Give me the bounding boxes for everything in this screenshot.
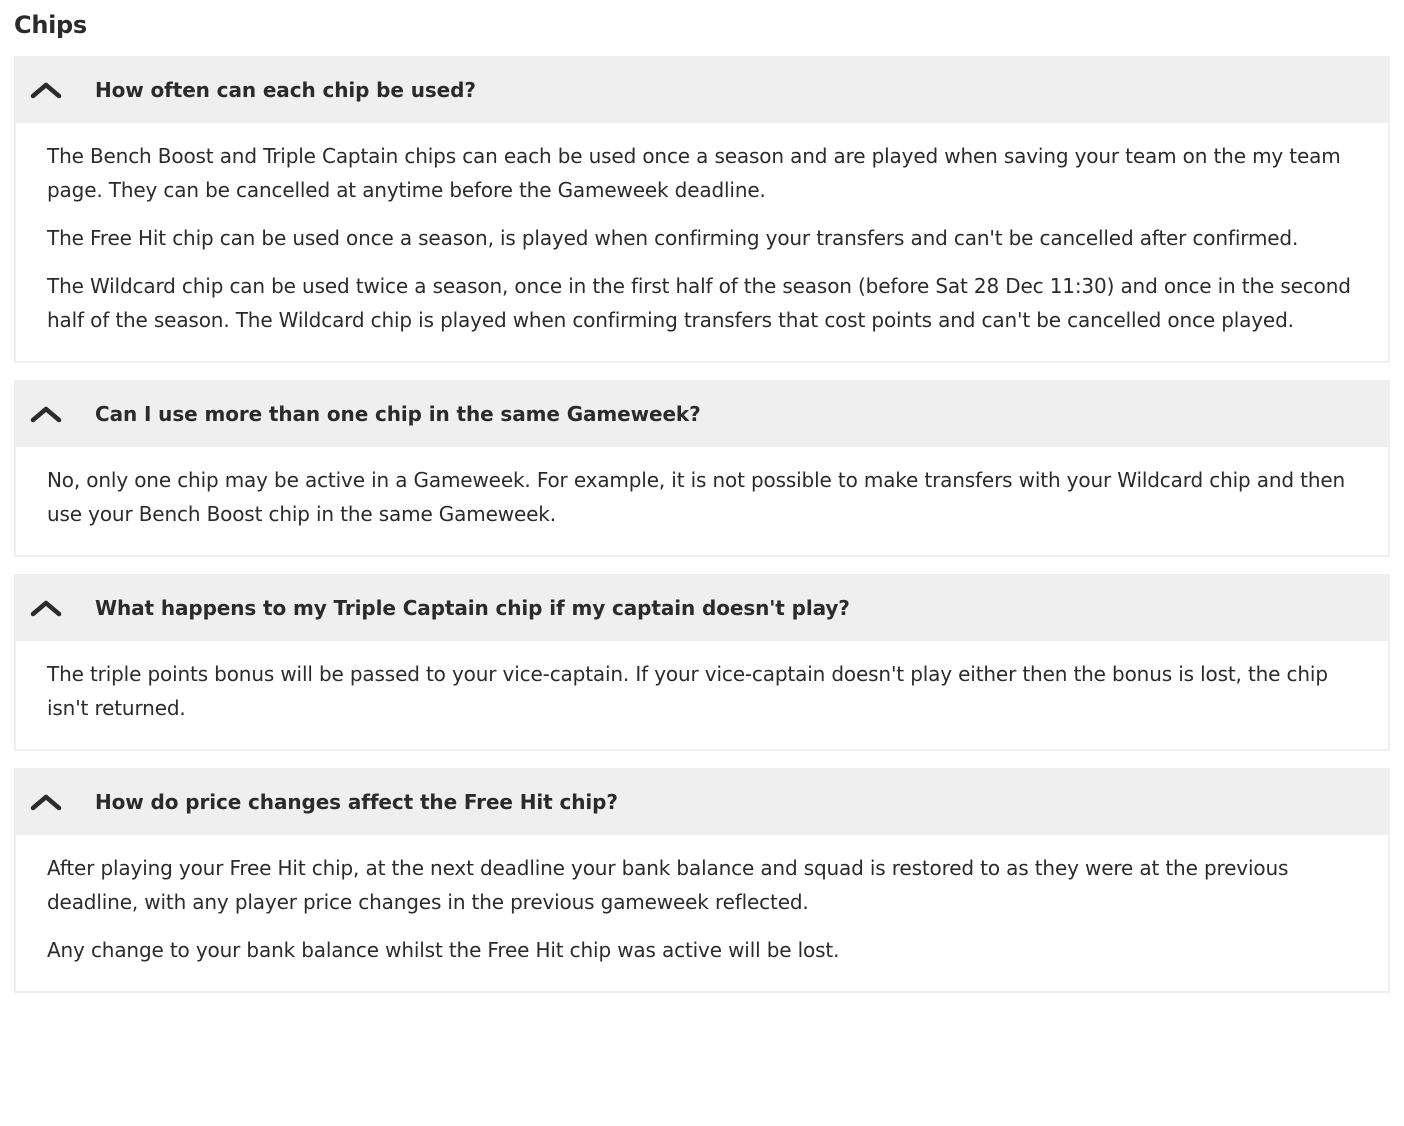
answer-paragraph: The triple points bonus will be passed to your vice-captain. If your vice-captain doesn't play either then the bonus is lost, the chip isn't returned. <box>47 662 1328 720</box>
answer-paragraph: The Free Hit chip can be used once a season, is played when confirming your transfers and can't be cancelled after confirmed. <box>47 226 1299 250</box>
section-title: Chips <box>14 11 87 39</box>
chevron-up-icon <box>30 792 62 812</box>
chevron-up-icon <box>30 80 62 100</box>
faq-toggle-how-often[interactable] <box>14 56 1390 123</box>
faq-toggle-more-than-one[interactable] <box>14 380 1390 447</box>
faq-answer <box>14 447 1390 557</box>
faq-item <box>14 574 1390 751</box>
chevron-up-icon <box>30 404 62 424</box>
answer-paragraph: After playing your Free Hit chip, at the next deadline your bank balance and squad is restored to as they were at the previous deadline, with any player price changes in the previous gameweek reflected. <box>47 856 1289 914</box>
faq-answer <box>14 641 1390 751</box>
answer-paragraph: No, only one chip may be active in a Gameweek. For example, it is not possible to make transfers with your Wildcard chip and then use your Bench Boost chip in the same Gameweek. <box>47 468 1346 526</box>
faq-toggle-free-hit-prices[interactable] <box>14 768 1390 835</box>
faq-answer <box>14 123 1390 363</box>
answer-paragraph: The Wildcard chip can be used twice a season, once in the first half of the season (before Sat 28 Dec 11:30) and once in the second half of the season. The Wildcard chip is played when confirming transfers that cost points and can't be cancelled once played. <box>47 274 1351 332</box>
answer-paragraph: The Bench Boost and Triple Captain chips can each be used once a season and are played when saving your team on the my team page. They can be cancelled at anytime before the Gameweek deadline. <box>47 144 1341 202</box>
faq-toggle-triple-captain[interactable] <box>14 574 1390 641</box>
chevron-up-icon <box>30 598 62 618</box>
faq-question: How do price changes affect the Free Hit chip? <box>95 789 618 814</box>
faq-item <box>14 56 1390 363</box>
faq-page <box>14 0 1390 1010</box>
faq-answer <box>14 835 1390 993</box>
answer-paragraph: Any change to your bank balance whilst the Free Hit chip was active will be lost. <box>47 938 840 962</box>
faq-item <box>14 380 1390 557</box>
faq-item <box>14 768 1390 993</box>
faq-question: What happens to my Triple Captain chip if my captain doesn't play? <box>95 595 850 620</box>
faq-question: Can I use more than one chip in the same Gameweek? <box>95 401 701 426</box>
faq-question: How often can each chip be used? <box>95 77 476 102</box>
